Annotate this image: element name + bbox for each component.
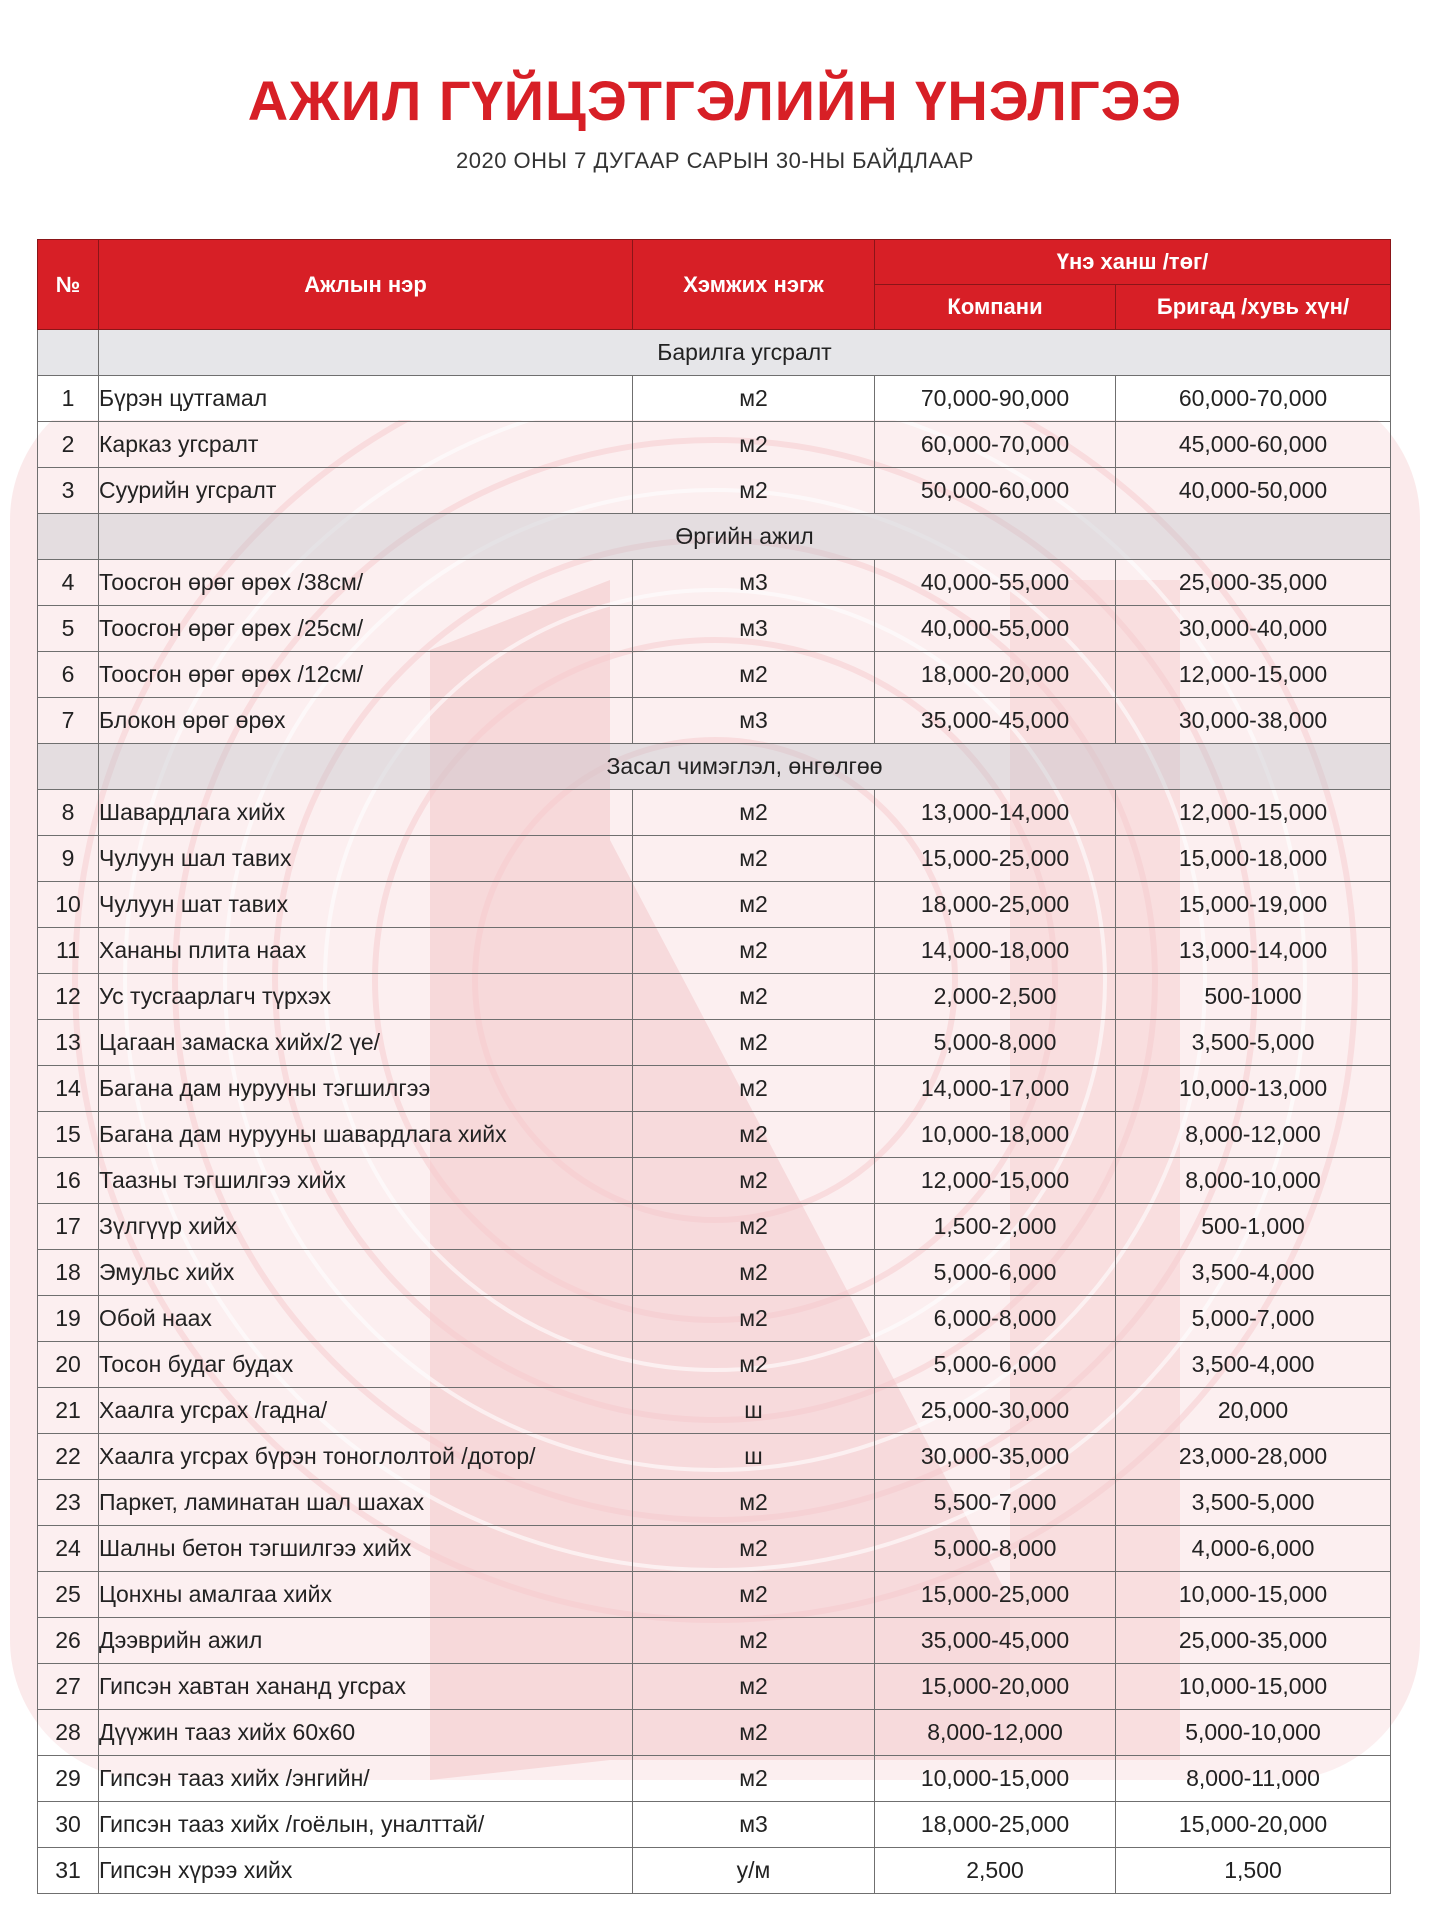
cell-brigade-price: 23,000-28,000 (1116, 1434, 1391, 1480)
table-row (38, 882, 1391, 928)
table-row (38, 698, 1391, 744)
cell-unit: м2 (633, 1526, 875, 1572)
cell-number: 11 (38, 928, 99, 974)
cell-company-price: 5,500-7,000 (875, 1480, 1116, 1526)
cell-unit: м2 (633, 1342, 875, 1388)
table-row (38, 836, 1391, 882)
cell-unit: м2 (633, 1480, 875, 1526)
cell-number: 19 (38, 1296, 99, 1342)
cell-unit: м2 (633, 468, 875, 514)
cell-work-name: Хаалга угсрах бүрэн тоноглолтой /дотор/ (99, 1434, 633, 1480)
cell-work-name: Багана дам нурууны тэгшилгээ (99, 1066, 633, 1112)
cell-number: 10 (38, 882, 99, 928)
cell-company-price: 15,000-20,000 (875, 1664, 1116, 1710)
cell-work-name: Таазны тэгшилгээ хийх (99, 1158, 633, 1204)
cell-unit: м2 (633, 1020, 875, 1066)
cell-company-price: 60,000-70,000 (875, 422, 1116, 468)
cell-company-price: 70,000-90,000 (875, 376, 1116, 422)
cell-number: 25 (38, 1572, 99, 1618)
cell-brigade-price: 3,500-5,000 (1116, 1480, 1391, 1526)
cell-brigade-price: 12,000-15,000 (1116, 790, 1391, 836)
cell-work-name: Зүлгүүр хийх (99, 1204, 633, 1250)
table-row (38, 1848, 1391, 1894)
cell-number: 4 (38, 560, 99, 606)
cell-brigade-price: 500-1,000 (1116, 1204, 1391, 1250)
cell-unit: м2 (633, 1250, 875, 1296)
cell-company-price: 15,000-25,000 (875, 836, 1116, 882)
cell-unit: м2 (633, 652, 875, 698)
cell-number: 31 (38, 1848, 99, 1894)
cell-work-name: Дүүжин тааз хийх 60х60 (99, 1710, 633, 1756)
cell-brigade-price: 30,000-38,000 (1116, 698, 1391, 744)
cell-number: 27 (38, 1664, 99, 1710)
table-row (38, 606, 1391, 652)
cell-number: 29 (38, 1756, 99, 1802)
section-title: Барилга угсралт (99, 330, 1391, 376)
cell-company-price: 35,000-45,000 (875, 698, 1116, 744)
cell-brigade-price: 13,000-14,000 (1116, 928, 1391, 974)
cell-work-name: Шавардлага хийх (99, 790, 633, 836)
cell-unit: м2 (633, 882, 875, 928)
header-brigade: Бригад /хувь хүн/ (1116, 285, 1391, 330)
cell-brigade-price: 12,000-15,000 (1116, 652, 1391, 698)
cell-number: 21 (38, 1388, 99, 1434)
cell-work-name: Чулуун шат тавих (99, 882, 633, 928)
cell-unit: м2 (633, 974, 875, 1020)
cell-number: 1 (38, 376, 99, 422)
section-title: Засал чимэглэл, өнгөлгөө (99, 744, 1391, 790)
cell-brigade-price: 15,000-19,000 (1116, 882, 1391, 928)
cell-company-price: 5,000-6,000 (875, 1342, 1116, 1388)
cell-work-name: Гипсэн тааз хийх /гоёлын, уналттай/ (99, 1802, 633, 1848)
cell-unit: м2 (633, 836, 875, 882)
cell-company-price: 5,000-8,000 (875, 1526, 1116, 1572)
cell-company-price: 14,000-17,000 (875, 1066, 1116, 1112)
cell-company-price: 35,000-45,000 (875, 1618, 1116, 1664)
cell-company-price: 40,000-55,000 (875, 560, 1116, 606)
cell-unit: м2 (633, 1204, 875, 1250)
cell-brigade-price: 8,000-12,000 (1116, 1112, 1391, 1158)
cell-work-name: Тосон будаг будах (99, 1342, 633, 1388)
header-name: Ажлын нэр (99, 240, 633, 330)
cell-company-price: 10,000-18,000 (875, 1112, 1116, 1158)
section-blank-cell (38, 330, 99, 376)
cell-company-price: 18,000-25,000 (875, 1802, 1116, 1848)
table-row (38, 422, 1391, 468)
cell-company-price: 10,000-15,000 (875, 1756, 1116, 1802)
cell-work-name: Хананы плита наах (99, 928, 633, 974)
table-row (38, 652, 1391, 698)
cell-unit: м2 (633, 1572, 875, 1618)
cell-number: 16 (38, 1158, 99, 1204)
cell-work-name: Обой наах (99, 1296, 633, 1342)
cell-unit: м3 (633, 606, 875, 652)
cell-brigade-price: 3,500-4,000 (1116, 1250, 1391, 1296)
cell-brigade-price: 40,000-50,000 (1116, 468, 1391, 514)
cell-brigade-price: 10,000-15,000 (1116, 1664, 1391, 1710)
cell-unit: м2 (633, 1296, 875, 1342)
cell-brigade-price: 30,000-40,000 (1116, 606, 1391, 652)
table-row (38, 1526, 1391, 1572)
cell-work-name: Бүрэн цутгамал (99, 376, 633, 422)
cell-brigade-price: 1,500 (1116, 1848, 1391, 1894)
cell-brigade-price: 5,000-7,000 (1116, 1296, 1391, 1342)
table-row (38, 1066, 1391, 1112)
cell-brigade-price: 5,000-10,000 (1116, 1710, 1391, 1756)
section-row (38, 514, 1391, 560)
cell-number: 20 (38, 1342, 99, 1388)
price-table (37, 239, 1391, 1894)
cell-company-price: 18,000-20,000 (875, 652, 1116, 698)
table-row (38, 1020, 1391, 1066)
cell-unit: м2 (633, 376, 875, 422)
section-blank-cell (38, 744, 99, 790)
cell-company-price: 5,000-8,000 (875, 1020, 1116, 1066)
section-blank-cell (38, 514, 99, 560)
cell-number: 22 (38, 1434, 99, 1480)
cell-brigade-price: 25,000-35,000 (1116, 560, 1391, 606)
cell-unit: м3 (633, 560, 875, 606)
cell-brigade-price: 8,000-11,000 (1116, 1756, 1391, 1802)
cell-company-price: 40,000-55,000 (875, 606, 1116, 652)
cell-number: 28 (38, 1710, 99, 1756)
cell-work-name: Шалны бетон тэгшилгээ хийх (99, 1526, 633, 1572)
table-row (38, 1388, 1391, 1434)
table-row (38, 1756, 1391, 1802)
table-row (38, 1112, 1391, 1158)
section-row (38, 744, 1391, 790)
table-row (38, 376, 1391, 422)
cell-number: 30 (38, 1802, 99, 1848)
cell-number: 14 (38, 1066, 99, 1112)
cell-company-price: 30,000-35,000 (875, 1434, 1116, 1480)
cell-brigade-price: 3,500-4,000 (1116, 1342, 1391, 1388)
cell-brigade-price: 60,000-70,000 (1116, 376, 1391, 422)
cell-work-name: Цонхны амалгаа хийх (99, 1572, 633, 1618)
cell-company-price: 5,000-6,000 (875, 1250, 1116, 1296)
cell-brigade-price: 15,000-18,000 (1116, 836, 1391, 882)
cell-company-price: 50,000-60,000 (875, 468, 1116, 514)
table-row (38, 1572, 1391, 1618)
cell-unit: м2 (633, 790, 875, 836)
table-row (38, 1802, 1391, 1848)
table-header (38, 240, 1391, 330)
cell-unit: м2 (633, 1066, 875, 1112)
cell-company-price: 2,000-2,500 (875, 974, 1116, 1020)
table-row (38, 1618, 1391, 1664)
cell-unit: у/м (633, 1848, 875, 1894)
cell-unit: м3 (633, 1802, 875, 1848)
cell-number: 15 (38, 1112, 99, 1158)
cell-work-name: Карказ угсралт (99, 422, 633, 468)
cell-work-name: Ус тусгаарлагч түрхэх (99, 974, 633, 1020)
cell-unit: м2 (633, 1618, 875, 1664)
cell-number: 7 (38, 698, 99, 744)
cell-brigade-price: 15,000-20,000 (1116, 1802, 1391, 1848)
cell-work-name: Хаалга угсрах /гадна/ (99, 1388, 633, 1434)
table-row (38, 468, 1391, 514)
cell-number: 8 (38, 790, 99, 836)
table-row (38, 1296, 1391, 1342)
cell-company-price: 14,000-18,000 (875, 928, 1116, 974)
cell-number: 24 (38, 1526, 99, 1572)
cell-unit: м3 (633, 698, 875, 744)
table-row (38, 1434, 1391, 1480)
cell-work-name: Эмульс хийх (99, 1250, 633, 1296)
header-unit: Хэмжих нэгж (633, 240, 875, 330)
cell-work-name: Паркет, ламинатан шал шахах (99, 1480, 633, 1526)
cell-brigade-price: 8,000-10,000 (1116, 1158, 1391, 1204)
cell-company-price: 13,000-14,000 (875, 790, 1116, 836)
cell-number: 23 (38, 1480, 99, 1526)
table-row (38, 1480, 1391, 1526)
cell-work-name: Дээврийн ажил (99, 1618, 633, 1664)
cell-number: 5 (38, 606, 99, 652)
cell-unit: м2 (633, 1112, 875, 1158)
cell-work-name: Блокон өрөг өрөх (99, 698, 633, 744)
cell-work-name: Суурийн угсралт (99, 468, 633, 514)
cell-unit: м2 (633, 928, 875, 974)
cell-work-name: Багана дам нурууны шавардлага хийх (99, 1112, 633, 1158)
table-row (38, 790, 1391, 836)
cell-unit: м2 (633, 1664, 875, 1710)
cell-company-price: 2,500 (875, 1848, 1116, 1894)
cell-work-name: Тоосгон өрөг өрөх /12см/ (99, 652, 633, 698)
cell-work-name: Гипсэн тааз хийх /энгийн/ (99, 1756, 633, 1802)
cell-brigade-price: 10,000-13,000 (1116, 1066, 1391, 1112)
cell-unit: ш (633, 1434, 875, 1480)
cell-brigade-price: 25,000-35,000 (1116, 1618, 1391, 1664)
table-row (38, 1250, 1391, 1296)
table-body (38, 330, 1391, 1894)
cell-brigade-price: 10,000-15,000 (1116, 1572, 1391, 1618)
cell-work-name: Тоосгон өрөг өрөх /38см/ (99, 560, 633, 606)
cell-work-name: Чулуун шал тавих (99, 836, 633, 882)
cell-brigade-price: 3,500-5,000 (1116, 1020, 1391, 1066)
table-row (38, 1342, 1391, 1388)
page-title: АЖИЛ ГҮЙЦЭТГЭЛИЙН ҮНЭЛГЭЭ (247, 69, 1183, 132)
header-no: № (38, 240, 99, 330)
cell-work-name: Цагаан замаска хийх/2 үе/ (99, 1020, 633, 1066)
cell-work-name: Тоосгон өрөг өрөх /25см/ (99, 606, 633, 652)
cell-number: 6 (38, 652, 99, 698)
table-row (38, 1710, 1391, 1756)
cell-unit: м2 (633, 1710, 875, 1756)
cell-company-price: 18,000-25,000 (875, 882, 1116, 928)
cell-number: 17 (38, 1204, 99, 1250)
table-row (38, 1204, 1391, 1250)
cell-number: 3 (38, 468, 99, 514)
cell-brigade-price: 45,000-60,000 (1116, 422, 1391, 468)
cell-unit: м2 (633, 422, 875, 468)
table-row (38, 560, 1391, 606)
cell-number: 12 (38, 974, 99, 1020)
cell-company-price: 15,000-25,000 (875, 1572, 1116, 1618)
header-price: Үнэ ханш /төг/ (875, 240, 1391, 285)
cell-number: 13 (38, 1020, 99, 1066)
cell-number: 18 (38, 1250, 99, 1296)
cell-number: 26 (38, 1618, 99, 1664)
cell-company-price: 12,000-15,000 (875, 1158, 1116, 1204)
cell-unit: м2 (633, 1158, 875, 1204)
cell-number: 9 (38, 836, 99, 882)
cell-brigade-price: 500-1000 (1116, 974, 1391, 1020)
cell-company-price: 1,500-2,000 (875, 1204, 1116, 1250)
header-company: Компани (875, 285, 1116, 330)
section-row (38, 330, 1391, 376)
cell-company-price: 25,000-30,000 (875, 1388, 1116, 1434)
page-subtitle: 2020 ОНЫ 7 ДУГААР САРЫН 30-НЫ БАЙДЛААР (456, 148, 974, 173)
cell-work-name: Гипсэн хавтан хананд угсрах (99, 1664, 633, 1710)
cell-brigade-price: 4,000-6,000 (1116, 1526, 1391, 1572)
section-title: Өргийн ажил (99, 514, 1391, 560)
cell-brigade-price: 20,000 (1116, 1388, 1391, 1434)
cell-unit: ш (633, 1388, 875, 1434)
table-row (38, 1158, 1391, 1204)
cell-unit: м2 (633, 1756, 875, 1802)
table-row (38, 928, 1391, 974)
cell-company-price: 8,000-12,000 (875, 1710, 1116, 1756)
cell-company-price: 6,000-8,000 (875, 1296, 1116, 1342)
table-row (38, 974, 1391, 1020)
cell-number: 2 (38, 422, 99, 468)
cell-work-name: Гипсэн хүрээ хийх (99, 1848, 633, 1894)
table-row (38, 1664, 1391, 1710)
